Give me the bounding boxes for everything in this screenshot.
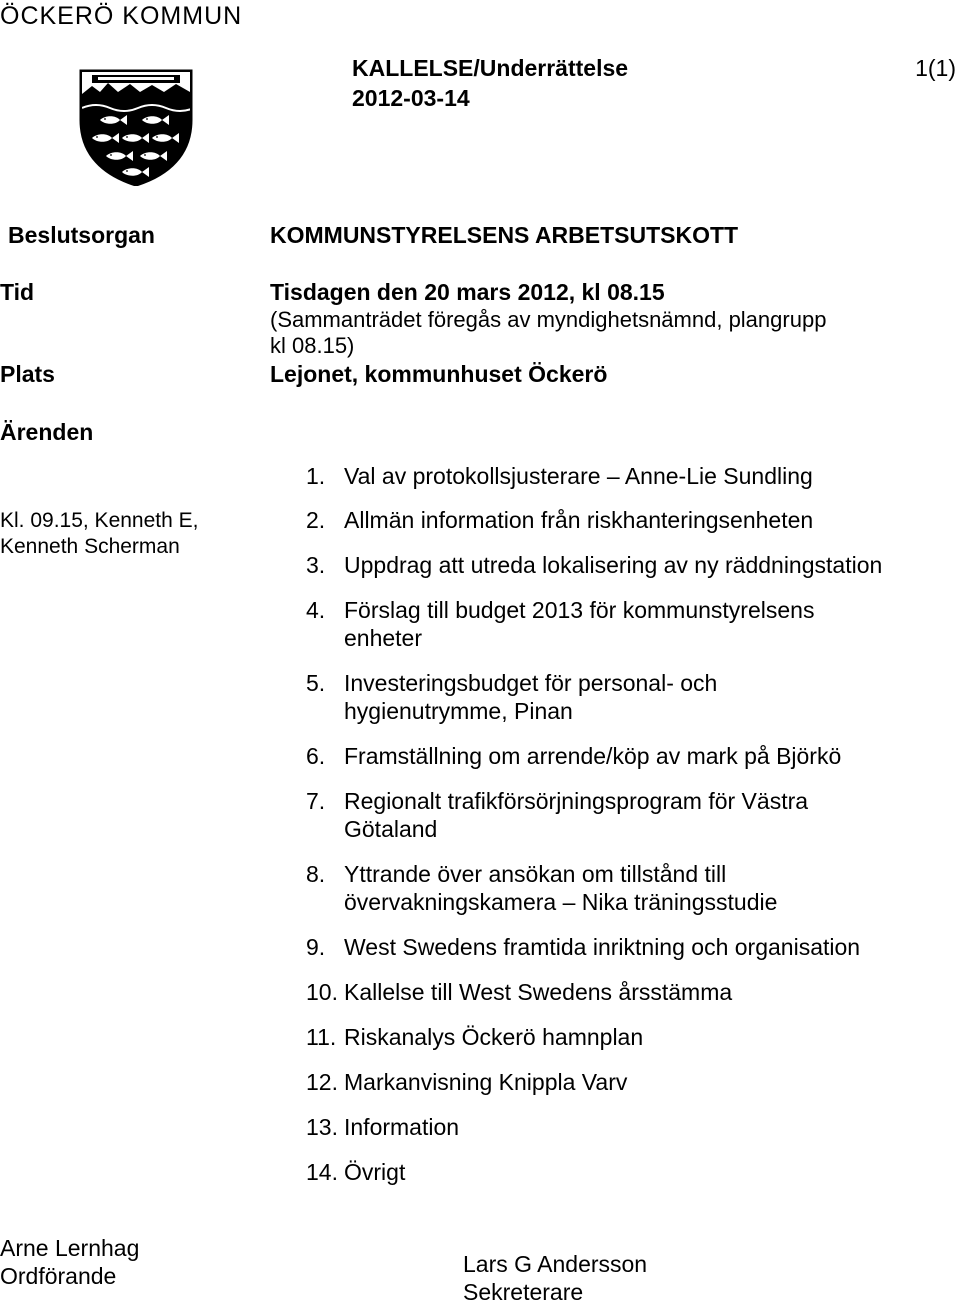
tid-note-line-1: (Sammanträdet föregås av myndighetsnämnd, plangrupp bbox=[270, 307, 827, 332]
agenda-item bbox=[306, 933, 946, 961]
municipality-name: ÖCKERÖ KOMMUN bbox=[0, 2, 243, 30]
agenda-item-text: Allmän information från riskhanteringsenheten bbox=[344, 507, 814, 533]
agenda-item-number: 2. bbox=[306, 507, 326, 533]
agenda-item-text: Markanvisning Knippla Varv bbox=[344, 1069, 628, 1095]
agenda-item bbox=[306, 462, 946, 490]
agenda-item-number: 8. bbox=[306, 861, 326, 887]
agenda-item bbox=[306, 1068, 946, 1096]
agenda-item-number: 10. bbox=[306, 979, 338, 1005]
agenda-item bbox=[306, 596, 946, 652]
agenda-item bbox=[306, 1113, 946, 1141]
agenda-item-text: Framställning om arrende/köp av mark på Björkö bbox=[344, 743, 842, 769]
agenda-item bbox=[306, 506, 946, 534]
agenda-item bbox=[306, 669, 946, 725]
agenda-item-text: Kallelse till West Swedens årsstämma bbox=[344, 979, 733, 1005]
side-note-line-1: Kl. 09.15, Kenneth E, bbox=[0, 509, 199, 532]
agenda-item-text: Förslag till budget 2013 för kommunstyrelsens enheter bbox=[344, 597, 815, 651]
secretary-title: Sekreterare bbox=[463, 1279, 584, 1305]
agenda-item bbox=[306, 1158, 946, 1186]
chair-title: Ordförande bbox=[0, 1263, 117, 1289]
agenda-item-number: 13. bbox=[306, 1114, 338, 1140]
agenda-item bbox=[306, 551, 946, 579]
tid-note-line-2: kl 08.15) bbox=[270, 333, 355, 358]
agenda-item-number: 6. bbox=[306, 743, 326, 769]
agenda-item-number: 4. bbox=[306, 597, 326, 623]
side-note-line-2: Kenneth Scherman bbox=[0, 535, 180, 558]
arenden-label: Ärenden bbox=[0, 419, 94, 445]
agenda-item bbox=[306, 978, 946, 1006]
agenda-item-number: 7. bbox=[306, 788, 326, 814]
document-type: KALLELSE/Underrättelse bbox=[352, 55, 629, 81]
agenda-item bbox=[306, 742, 946, 770]
agenda-item-text: Uppdrag att utreda lokalisering av ny räddningstation bbox=[344, 552, 883, 578]
agenda-item-text: Riskanalys Öckerö hamnplan bbox=[344, 1024, 644, 1050]
plats-label: Plats bbox=[0, 361, 55, 387]
agenda-item-number: 3. bbox=[306, 552, 326, 578]
agenda-item-text: West Swedens framtida inriktning och organisation bbox=[344, 934, 861, 960]
secretary-name: Lars G Andersson bbox=[463, 1251, 648, 1277]
document-date: 2012-03-14 bbox=[352, 85, 470, 111]
agenda-item-text: Information bbox=[344, 1114, 460, 1140]
agenda-item-number: 14. bbox=[306, 1159, 338, 1185]
agenda-item-number: 1. bbox=[306, 463, 326, 489]
agenda-list bbox=[306, 462, 946, 1203]
agenda-item bbox=[306, 1023, 946, 1051]
beslutsorgan-label: Beslutsorgan bbox=[8, 222, 155, 248]
agenda-item-text: Investeringsbudget för personal- och hygienutrymme, Pinan bbox=[344, 670, 718, 724]
tid-value: Tisdagen den 20 mars 2012, kl 08.15 bbox=[270, 279, 665, 305]
chair-name: Arne Lernhag bbox=[0, 1235, 140, 1261]
beslutsorgan-value: KOMMUNSTYRELSENS ARBETSUTSKOTT bbox=[270, 222, 739, 248]
agenda-item-number: 12. bbox=[306, 1069, 338, 1095]
agenda-item bbox=[306, 787, 946, 843]
agenda-item-number: 5. bbox=[306, 670, 326, 696]
agenda-item-text: Val av protokollsjusterare – Anne-Lie Sundling bbox=[344, 463, 813, 489]
agenda-item-number: 11. bbox=[306, 1024, 337, 1050]
agenda-item bbox=[306, 860, 946, 916]
agenda-item-text: Övrigt bbox=[344, 1159, 406, 1185]
tid-label: Tid bbox=[0, 279, 35, 305]
page-number: 1(1) bbox=[915, 55, 956, 81]
coat-of-arms-fish-icon bbox=[78, 62, 194, 191]
plats-value: Lejonet, kommunhuset Öckerö bbox=[270, 361, 608, 387]
agenda-item-text: Regionalt trafikförsörjningsprogram för Västra Götaland bbox=[344, 788, 809, 842]
agenda-item-text: Yttrande över ansökan om tillstånd till övervakningskamera – Nika träningsstudie bbox=[344, 861, 778, 915]
agenda-item-number: 9. bbox=[306, 934, 326, 960]
